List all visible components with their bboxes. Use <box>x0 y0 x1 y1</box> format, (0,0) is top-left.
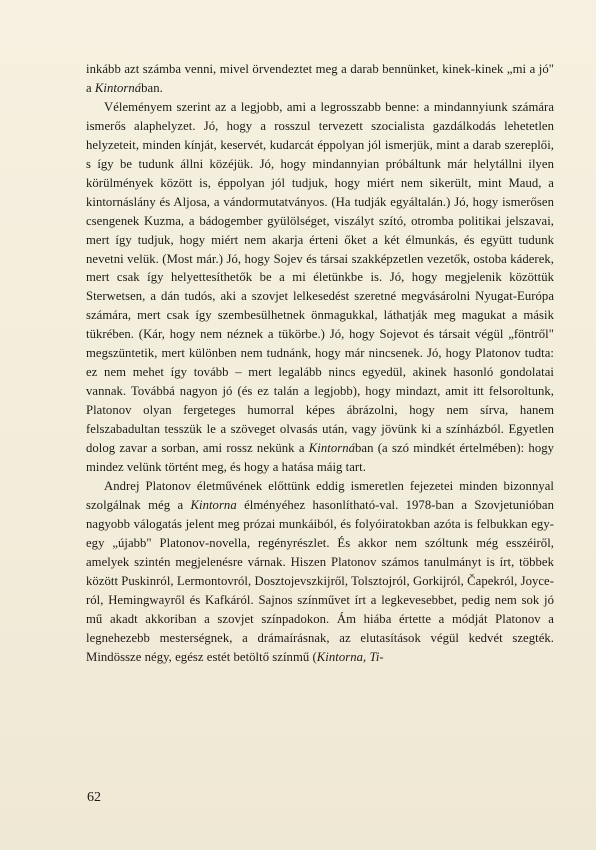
body-text <box>86 60 554 667</box>
page-number: 62 <box>87 790 101 805</box>
paragraph-1: inkább azt számba venni, mivel örvendeztet meg a darab bennünket, kinek-kinek „mi a jó" a Kintornában. <box>86 62 554 95</box>
paragraph-3: Andrej Platonov életművének előttünk eddig ismeretlen fejezetei minden bizonnyal szolgálnak még a Kintorna élményéhez hasonlítható-val. 1978-ban a Szovjetunióban nagyobb válogatás jelent meg prózai munkáiból, és folyóiratokban azóta is felbukkan egy-egy „újabb" Platonov-novella, regényrészlet. És akkor nem szóltunk még esszéiről, amelyek szintén megjelenésre várnak. Hiszen Platonov számos tanulmányt is írt, többek között Puskinról, Lermontovról, Dosztojevszkijről, Tolsztojról, Gorkijról, Čapekról, Joyce-ról, Hemingwayről és Kafkáról. Sajnos színművet írt a legkevesebbet, pedig nem sok jó mű akadt akkoriban a szovjet színpadokon. Ám hiába értette a módját Platonov a legnehezebb mesterségnek, a drámaírásnak, az elutasítások végül kedvét szegték. Mindössze négy, egész estét betöltő színmű (Kintorna, Ti- <box>86 478 554 664</box>
paragraph-2: Véleményem szerint az a legjobb, ami a legrosszabb benne: a mindannyiunk számára ismerős alaphelyzet. Jó, hogy a rosszul tervezett szocialista gazdálkodás lehetetlen helyzeteit, minden kínját, keservét, kudarcát éppolyan jól ismerjük, mint a darab szereplői, s így be tudunk állni közéjük. Jó, hogy mindannyian próbáltunk már helytállni ilyen körülmények között is, éppolyan jól tudjuk, hogy miért nem sikerült, mint Maud, a kintornáslány és Aljosa, a vándormutatványos. (Ha tudják egyáltalán.) Jó, hogy ismerősen csengenek Kuzma, a bádogember gyülölséget, viszályt szító, otromba politikai jelszavai, mert így tudjuk, hogy miért nem akarja érteni őket a két élmunkás, és együtt tudunk nevetni velük. (Most már.) Jó, hogy Sojev és társai szakképzetlen vezetők, ostoba káderek, mert csak így helyettesíthetők be a mi életünkbe is. Jó, hogy megjelenik közöttük Sterwetsen, a dán tudós, aki a szovjet lelkesedést szeretné megvásárolni Nyugat-Európa számára, mert csak így szembesülhetnek önmagukkal, láthatják meg magukat a másik tükrében. (Kár, hogy nem néznek a tükörbe.) Jó, hogy Sojevot és társait végül „föntről" megszüntetik, mert különben nem tudnánk, hogy már nincsenek. Jó, hogy Platonov tudta: ez nem mehet így tovább – mert legalább nincs egyedül, akinek hasonló gondolatai vannak. Továbbá nagyon jó (és ez talán a legjobb), hogy mindazt, amit itt felsoroltunk, Platonov olyan fergeteges humorral képes ábrázolni, hogy nem sírva, hanem felszabadultan tesszük le a szöveget olvasás után, vagy jövünk ki a színházból. Egyetlen dolog zavar a sorban, ami rossz nekünk a Kintornában (a szó mindkét értelmében): hogy mindez velünk történt meg, és hogy a hatása máig tart. <box>86 99 554 475</box>
